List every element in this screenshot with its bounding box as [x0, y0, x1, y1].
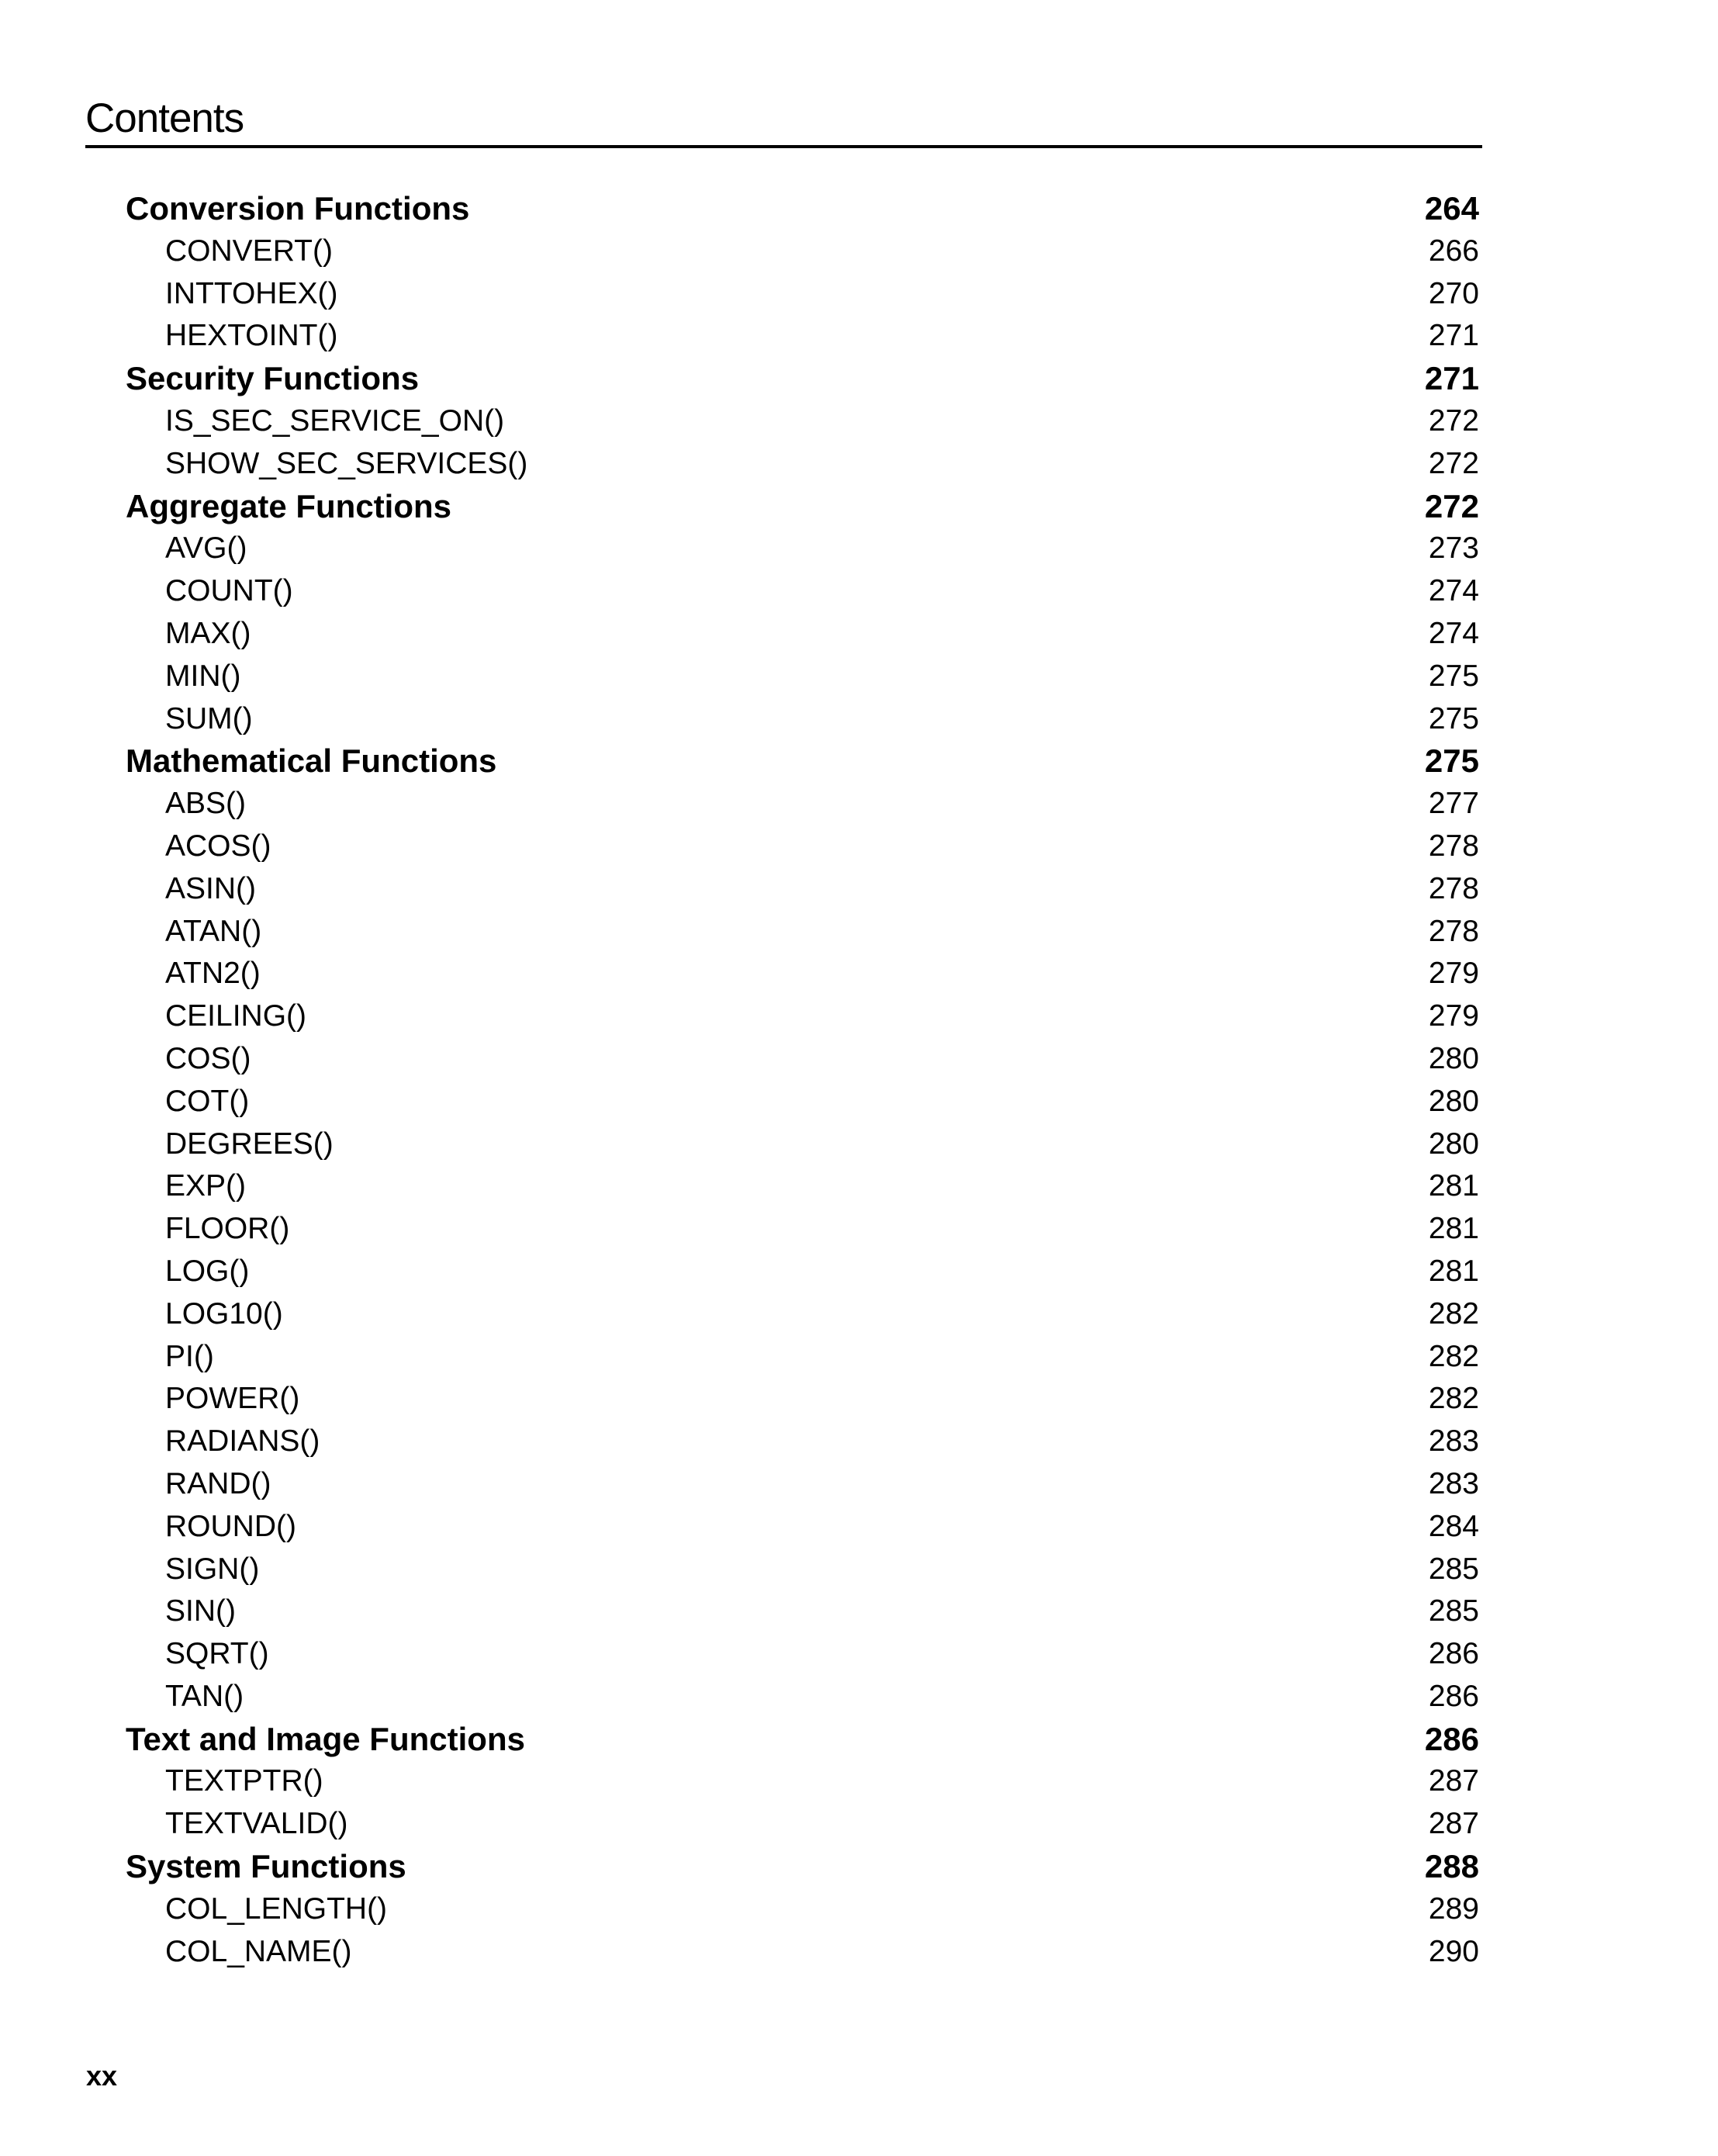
entry-title: INTTOHEX()	[165, 276, 338, 310]
table-of-contents	[126, 188, 1479, 1973]
toc-item-entry	[126, 1803, 1479, 1846]
entry-title: Security Functions	[126, 360, 420, 397]
toc-item-entry	[126, 1760, 1479, 1803]
entry-title: COS()	[165, 1041, 251, 1075]
entry-title: RADIANS()	[165, 1424, 320, 1459]
entry-page-number: 286	[1428, 1679, 1479, 1713]
toc-item-entry	[126, 273, 1479, 316]
entry-page-number: 266	[1428, 234, 1479, 268]
entry-page-number: 271	[1424, 360, 1479, 397]
entry-title: FLOOR()	[165, 1212, 290, 1246]
title-rule	[85, 145, 1482, 148]
entry-title: ASIN()	[165, 871, 256, 905]
toc-item-entry	[126, 1378, 1479, 1421]
toc-item-entry	[126, 1421, 1479, 1463]
entry-page-number: 278	[1428, 871, 1479, 905]
toc-item-entry	[126, 911, 1479, 953]
page-folio: xx	[86, 2060, 118, 2092]
entry-page-number: 286	[1424, 1720, 1479, 1757]
entry-title: ROUND()	[165, 1509, 296, 1543]
toc-item-entry	[126, 1633, 1479, 1676]
entry-title: ATAN()	[165, 914, 262, 948]
entry-page-number: 273	[1428, 531, 1479, 566]
entry-title: EXP()	[165, 1169, 247, 1203]
entry-page-number: 274	[1428, 616, 1479, 650]
entry-page-number: 282	[1428, 1382, 1479, 1416]
toc-section-entry	[126, 188, 1479, 230]
toc-item-entry	[126, 400, 1479, 443]
toc-item-entry	[126, 570, 1479, 613]
entry-page-number: 285	[1428, 1594, 1479, 1628]
toc-item-entry	[126, 230, 1479, 273]
toc-item-entry	[126, 825, 1479, 868]
entry-page-number: 282	[1428, 1339, 1479, 1373]
toc-item-entry	[126, 1676, 1479, 1718]
entry-title: COL_NAME()	[165, 1934, 352, 1968]
entry-page-number: 288	[1424, 1848, 1479, 1885]
entry-title: SIGN()	[165, 1552, 260, 1586]
toc-section-entry	[126, 486, 1479, 528]
toc-item-entry	[126, 1165, 1479, 1208]
toc-item-entry	[126, 1038, 1479, 1081]
toc-item-entry	[126, 868, 1479, 911]
entry-title: SHOW_SEC_SERVICES()	[165, 446, 528, 480]
entry-page-number: 277	[1428, 787, 1479, 821]
entry-page-number: 279	[1428, 999, 1479, 1033]
toc-item-entry	[126, 1251, 1479, 1293]
entry-title: RAND()	[165, 1466, 271, 1500]
entry-title: MAX()	[165, 616, 251, 650]
entry-title: COT()	[165, 1084, 250, 1118]
entry-page-number: 278	[1428, 914, 1479, 948]
entry-page-number: 281	[1428, 1169, 1479, 1203]
toc-section-entry	[126, 1846, 1479, 1888]
entry-title: Text and Image Functions	[126, 1720, 525, 1757]
toc-item-entry	[126, 1888, 1479, 1931]
entry-page-number: 286	[1428, 1637, 1479, 1671]
toc-item-entry	[126, 1208, 1479, 1251]
page-title: Contents	[85, 95, 244, 141]
toc-item-entry	[126, 1506, 1479, 1549]
entry-page-number: 275	[1428, 659, 1479, 693]
toc-item-entry	[126, 656, 1479, 698]
entry-title: IS_SEC_SERVICE_ON()	[165, 403, 505, 438]
entry-title: SIN()	[165, 1594, 236, 1628]
entry-title: POWER()	[165, 1382, 300, 1416]
entry-title: ABS()	[165, 787, 247, 821]
entry-title: MIN()	[165, 659, 241, 693]
entry-title: TAN()	[165, 1679, 244, 1713]
toc-item-entry	[126, 443, 1479, 486]
entry-title: Mathematical Functions	[126, 742, 497, 780]
entry-title: Aggregate Functions	[126, 487, 452, 524]
entry-title: CONVERT()	[165, 234, 333, 268]
entry-title: ACOS()	[165, 829, 271, 863]
entry-page-number: 272	[1424, 487, 1479, 524]
entry-title: LOG10()	[165, 1296, 283, 1331]
entry-page-number: 264	[1424, 190, 1479, 227]
entry-page-number: 281	[1428, 1212, 1479, 1246]
entry-title: LOG()	[165, 1254, 250, 1288]
entry-title: SQRT()	[165, 1637, 269, 1671]
entry-page-number: 283	[1428, 1424, 1479, 1459]
toc-item-entry	[126, 315, 1479, 358]
entry-page-number: 289	[1428, 1891, 1479, 1926]
entry-title: HEXTOINT()	[165, 319, 338, 353]
entry-title: AVG()	[165, 531, 247, 566]
entry-page-number: 287	[1428, 1807, 1479, 1841]
toc-item-entry	[126, 953, 1479, 995]
toc-section-entry	[126, 358, 1479, 400]
entry-page-number: 284	[1428, 1509, 1479, 1543]
toc-item-entry	[126, 613, 1479, 656]
toc-item-entry	[126, 1081, 1479, 1123]
entry-page-number: 274	[1428, 574, 1479, 608]
toc-item-entry	[126, 1336, 1479, 1379]
toc-section-entry	[126, 1718, 1479, 1761]
toc-item-entry	[126, 1590, 1479, 1633]
entry-page-number: 283	[1428, 1466, 1479, 1500]
entry-title: PI()	[165, 1339, 214, 1373]
entry-page-number: 278	[1428, 829, 1479, 863]
entry-title: System Functions	[126, 1848, 406, 1885]
entry-page-number: 285	[1428, 1552, 1479, 1586]
toc-item-entry	[126, 1549, 1479, 1591]
entry-page-number: 275	[1424, 742, 1479, 780]
entry-page-number: 280	[1428, 1084, 1479, 1118]
entry-title: TEXTVALID()	[165, 1807, 348, 1841]
entry-title: ATN2()	[165, 957, 261, 991]
entry-page-number: 287	[1428, 1764, 1479, 1798]
toc-item-entry	[126, 528, 1479, 570]
entry-page-number: 272	[1428, 403, 1479, 438]
entry-title: TEXTPTR()	[165, 1764, 323, 1798]
entry-title: DEGREES()	[165, 1126, 334, 1161]
toc-item-entry	[126, 698, 1479, 741]
entry-page-number: 275	[1428, 701, 1479, 735]
toc-item-entry	[126, 1463, 1479, 1506]
entry-page-number: 280	[1428, 1041, 1479, 1075]
entry-title: Conversion Functions	[126, 190, 470, 227]
entry-page-number: 281	[1428, 1254, 1479, 1288]
toc-section-entry	[126, 740, 1479, 783]
toc-item-entry	[126, 995, 1479, 1038]
entry-title: CEILING()	[165, 999, 307, 1033]
toc-item-entry	[126, 1931, 1479, 1974]
entry-page-number: 272	[1428, 446, 1479, 480]
entry-page-number: 282	[1428, 1296, 1479, 1331]
entry-page-number: 271	[1428, 319, 1479, 353]
toc-item-entry	[126, 1123, 1479, 1166]
entry-title: COUNT()	[165, 574, 293, 608]
toc-item-entry	[126, 783, 1479, 825]
entry-title: SUM()	[165, 701, 253, 735]
entry-page-number: 270	[1428, 276, 1479, 310]
entry-page-number: 279	[1428, 957, 1479, 991]
entry-page-number: 290	[1428, 1934, 1479, 1968]
toc-item-entry	[126, 1293, 1479, 1336]
entry-title: COL_LENGTH()	[165, 1891, 388, 1926]
entry-page-number: 280	[1428, 1126, 1479, 1161]
